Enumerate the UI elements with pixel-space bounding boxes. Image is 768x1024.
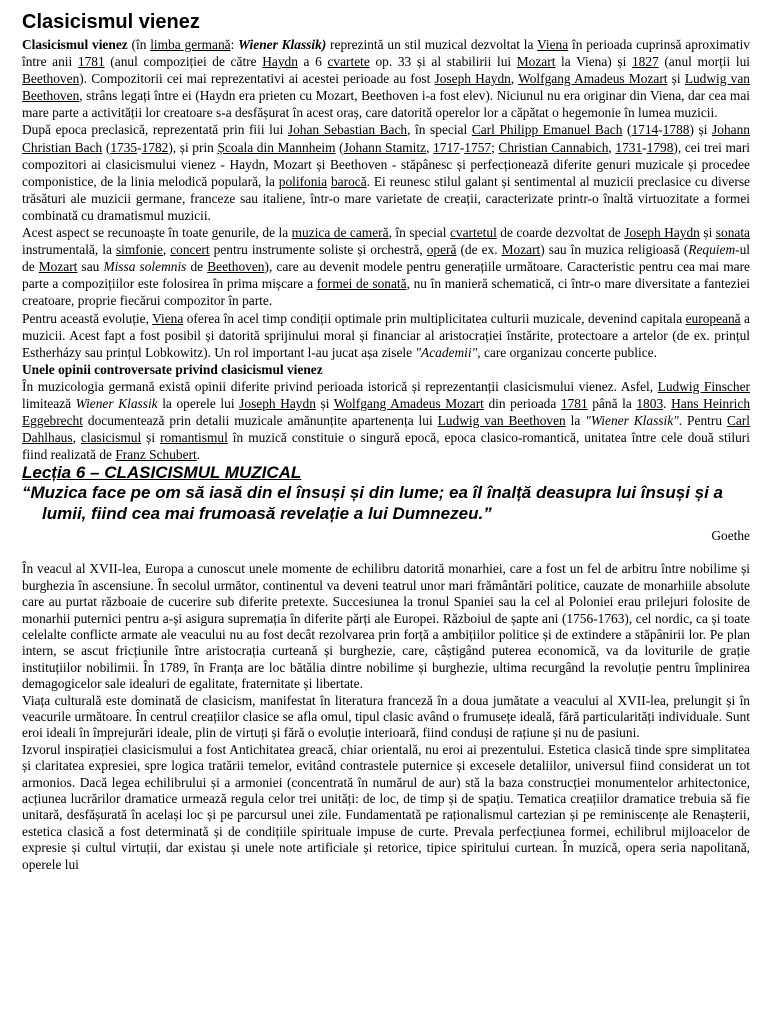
- text: și: [141, 430, 161, 446]
- text: limitează: [22, 395, 76, 411]
- wiki-link[interactable]: 1717: [433, 139, 460, 155]
- wiki-link[interactable]: 1788: [662, 122, 690, 138]
- text: .: [196, 447, 201, 463]
- text: (: [335, 139, 344, 155]
- wiki-link[interactable]: formei de sonată: [316, 276, 407, 292]
- text: ,: [608, 139, 616, 155]
- text: , care organizau concerte publice.: [477, 344, 657, 360]
- text: de coarde dezvoltat de: [496, 225, 625, 241]
- wiki-link[interactable]: 1827: [631, 54, 659, 70]
- text: de: [186, 259, 208, 275]
- wiki-link[interactable]: operă: [426, 242, 457, 258]
- text: până la: [587, 395, 637, 411]
- wiki-link[interactable]: Beethoven: [22, 71, 80, 87]
- wiki-link[interactable]: Johann Stamitz: [343, 139, 427, 155]
- text: a muzicii. Acest fapt a fost posibil și datorită sprijinului moral și financiar al aristocrației înstărite, protectoare a artelor (de ex. prințul Estherházy sau prințul Lobkowitz). Un rol important l-au jucat așa zisele: [22, 310, 750, 360]
- wiki-link[interactable]: 1782: [141, 139, 169, 155]
- lesson-body: [22, 561, 750, 873]
- wiki-link[interactable]: Carl Dahlhaus: [22, 413, 750, 446]
- text: ,: [426, 139, 434, 155]
- text: ), cei trei mari compozitori ai clasicismului vienez - Haydn, Mozart și Beethoven - stăpânesc și perfecționează diferite genuri muzicale și procedee componistice, de la linia melodică populară, la: [22, 139, 751, 189]
- text: -: [658, 122, 663, 138]
- text: la operele lui: [157, 395, 240, 411]
- text: (: [102, 139, 111, 155]
- motto-author: Goethe: [711, 528, 750, 544]
- wiki-link[interactable]: 1757: [464, 139, 492, 155]
- wiki-link[interactable]: Carl Philipp Emanuel Bach: [471, 122, 623, 138]
- text: documentează prin detalii muzicale amănunțite apartenența lui: [82, 413, 438, 429]
- wiki-link[interactable]: Johann Christian Bach: [22, 122, 750, 155]
- text: (: [622, 122, 632, 138]
- text: ,: [72, 430, 81, 446]
- text: pentru instrumente soliste și orchestră,: [209, 242, 427, 258]
- wiki-link[interactable]: 1781: [77, 54, 105, 70]
- wiki-link[interactable]: barocă: [330, 173, 367, 189]
- text: ,: [162, 242, 171, 258]
- text: în perioada cuprinsă aproximativ între anii: [22, 37, 750, 70]
- wiki-link[interactable]: Haydn: [262, 54, 298, 70]
- section-subheading: Unele opinii controversate privind clasicismul vienez: [22, 361, 323, 377]
- text: , strâns legați între ei (Haydn era prieten cu Mozart, Beethoven i-a fost elev). Niciunul nu era originar din Viena, dar cea mai mare parte a activității lor creatoare s-a desfășurat în acest oraș, care datorită operelor lor a căpătat o hegemonie în lumea muzicii.: [22, 88, 750, 121]
- text: (în: [127, 37, 151, 52]
- lesson-title: Lecția 6 – CLASICISMUL MUZICAL: [22, 463, 302, 483]
- term: "Academii": [415, 344, 478, 360]
- text: -: [642, 139, 647, 155]
- text: , în special: [388, 225, 450, 241]
- wiki-link[interactable]: cvartete: [327, 54, 370, 70]
- wiki-link[interactable]: Hans Heinrich Eggebrecht: [22, 395, 751, 429]
- wiki-link[interactable]: Franz Schubert: [115, 447, 197, 463]
- text: a 6: [297, 54, 328, 70]
- wiki-link[interactable]: Johan Sebastian Bach: [287, 122, 408, 138]
- paragraph-vienna: [22, 310, 750, 361]
- work-title: Missa solemnis: [103, 259, 187, 275]
- text: instrumentală, la: [22, 242, 116, 258]
- text: ,: [510, 71, 519, 87]
- wiki-link[interactable]: Mozart: [38, 259, 78, 275]
- wiki-link[interactable]: clasicismul: [80, 430, 142, 446]
- intro-paragraph: [22, 36, 750, 121]
- wiki-link[interactable]: europeană: [685, 310, 741, 326]
- wiki-link[interactable]: 1731: [615, 139, 643, 155]
- text: Acest aspect se recunoaște în toate genurile, de la: [22, 225, 292, 241]
- text: (de ex.: [456, 242, 502, 258]
- wiki-link[interactable]: 1781: [560, 395, 588, 411]
- text: oferea în acel timp condiții optimale prin multiplicitatea culturii muzicale, devenind capitala: [183, 310, 686, 326]
- text: După epoca preclasică, reprezentată prin fiii lui: [22, 122, 288, 138]
- wiki-link[interactable]: Ludwig Finscher: [657, 378, 750, 394]
- term: Wiener Klassik): [238, 37, 327, 52]
- wiki-link[interactable]: Wolfgang Amadeus Mozart: [518, 71, 668, 87]
- text: ;: [491, 139, 499, 155]
- page-title: Clasicismul vienez: [22, 11, 200, 33]
- text: , nu în manieră schematică, ci într-o mare diversitate a fanteziei creatoare, proprie fiecărui compozitor în parte.: [22, 276, 751, 309]
- wiki-link[interactable]: Ludwig van Beethoven: [437, 413, 566, 429]
- wiki-link[interactable]: limba germană: [150, 37, 231, 52]
- wiki-link[interactable]: Beethoven: [207, 259, 265, 275]
- wiki-link[interactable]: Viena: [537, 37, 569, 52]
- text: reprezintă un stil muzical dezvoltat la: [326, 37, 538, 52]
- text: ) și: [689, 122, 713, 138]
- wiki-link[interactable]: Mozart: [501, 242, 541, 258]
- text: , în special: [407, 122, 472, 138]
- text: ), și prin: [168, 139, 218, 155]
- text: (anul compoziției de către: [104, 54, 263, 70]
- paragraph-opinions: [22, 378, 750, 463]
- term: "Wiener Klassik": [585, 413, 679, 429]
- text: și: [315, 395, 334, 411]
- text: ). Compozitorii cei mai reprezentativi ai acestei perioade au fost: [79, 71, 435, 87]
- text: și: [667, 71, 685, 87]
- wiki-link[interactable]: sonata: [715, 225, 750, 241]
- text: (anul morții lui: [658, 54, 750, 70]
- wiki-link[interactable]: Joseph Haydn: [434, 71, 511, 87]
- wiki-link[interactable]: Ludwig van Beethoven: [22, 71, 750, 104]
- text: sau: [77, 259, 104, 275]
- text: ) sau în muzica religioasă (: [540, 242, 689, 258]
- wiki-link[interactable]: Viena: [152, 310, 184, 326]
- text: Pentru această evoluție,: [22, 310, 153, 326]
- wiki-link[interactable]: 1735: [110, 139, 138, 155]
- lesson-paragraph: Viața culturală este dominată de clasicism, manifestat în literatura franceză în a doua jumătate a veacului al XVII-lea, prelungit și în veacurile următoare. În centrul creațiilor clasice se afla omul, tipul clasic având o frumusețe ideală, fără particularități individuale. Sunt eroi ideali în împrejurări ideale, plin de virtuți și fără o evoluție interioară, fiind conduși de rațiune și nu de pasiuni.: [22, 692, 750, 741]
- wiki-link[interactable]: Joseph Haydn: [624, 225, 700, 241]
- wiki-link[interactable]: muzica de cameră: [291, 225, 389, 241]
- text: la Viena) și: [555, 54, 632, 70]
- wiki-link[interactable]: 1714: [631, 122, 659, 138]
- wiki-link[interactable]: Școala din Mannheim: [217, 139, 336, 155]
- text: .: [663, 395, 672, 411]
- work-title: Requiem: [688, 242, 736, 258]
- lesson-paragraph: În veacul al XVII-lea, Europa a cunoscut unele momente de echilibru datorită monarhiei, care a fost un fel de arbitru între nobilime și burghezia în ascensiune. În secolul următor, continentul va deveni teatrul unor mari frământări politice, cauzate de monarhiile absolute care au purtat războaie de cucerire sub diferite pretexte. Succesiunea la tronul Spaniei sau la cel al Poloniei erau prilejuri folosite de monarhii puternici pentru a-și asigura supremația în diferite părți ale Europei. Războiul de șapte ani (1756-1763), cel nordic, ca și toate celelalte conflicte armate ale veacului nu au fost decât rezolvarea prin forță a ambițiilor politice și de extindere a stăpânirii lor. Pe plan intern, se ascut fricțiunile între aristocrația curteană și burghezie, care, câștigând puterea economică, va da loviturile de grație instituțiilor nobilimii. În 1789, în Franța are loc bătălia dintre nobilime și burghezie, ultima recurgând la revoluție pentru împlinirea demagogicelor sale idealuri de egalitate, fraternitate și libertate.: [22, 561, 750, 692]
- wiki-link[interactable]: simfonie: [115, 242, 163, 258]
- text: În muzicologia germană există opinii diferite privind perioada istorică și reprezentanții clasicismului vienez. Asfel,: [22, 378, 658, 394]
- wiki-link[interactable]: polifonia: [278, 173, 328, 189]
- text: din perioada: [483, 395, 561, 411]
- text: ), care au devenit modele pentru generațiile următoare. Caracteristic pentru cea mai mare parte a compozițiilor este folosirea în prima mișcare a: [22, 259, 750, 292]
- lesson-paragraph: Izvorul inspirației clasicismului a fost Antichitatea greacă, chiar orientală, nu eroi ai prezentului. Estetica clasică tinde spre simplitatea și claritatea expresiei, spre logica tratării temelor, evitând contrastele puternice și excesele detaliilor, universul fiind considerat un tot armonios. Dacă legea echilibrului și a armoniei (concentrată în numărul de aur) stă la baza construcției monumentelor arhitectonice, acțiunea lucrărilor dramatice urmează regula celor trei unități: de loc, de timp și de spațiu. Tematica creațiilor dramatice trebuia să fie unitară, desfășurată în același loc și pe parcursul unei zile. Fundamentată pe raționalismul cartezian și pe reminiscențe ale Renașterii, estetica clasică a fost determinată și de condițiile spirituale impuse de curte. Prevala perfecțiunea formei, echilibrul mijloacelor de expresie și cultul virtuții, dar existau și unele note artificiale și retorice, tipice spiritului curtean. În muzică, opera seria napolitană, operele lui: [22, 741, 750, 872]
- wiki-link[interactable]: Wolfgang Amadeus Mozart: [333, 395, 484, 411]
- text: . Ei reunesc stilul galant și sentimental al muzicii preclasice cu diverse trăsături ale muzicii germane, franceze sau italiene, într-o mare varietate de creații, caracterizate printr-o înaltă virtuozitate a formei combinată cu dramatismul muzicii.: [22, 173, 750, 223]
- wiki-link[interactable]: Mozart: [516, 54, 556, 70]
- text: -: [459, 139, 465, 155]
- wiki-link[interactable]: cvartetul: [449, 225, 497, 241]
- wiki-link[interactable]: 1798: [646, 139, 674, 155]
- text: -: [137, 139, 142, 155]
- text: op. 33 și al stabilirii lui: [369, 54, 517, 70]
- wiki-link[interactable]: Christian Cannabich: [498, 139, 609, 155]
- wiki-link[interactable]: concert: [170, 242, 210, 258]
- document-page: [22, 10, 750, 873]
- paragraph-genres: [22, 224, 750, 309]
- text: și: [699, 225, 716, 241]
- text: . Pentru: [678, 413, 727, 429]
- text: :: [230, 37, 239, 52]
- wiki-link[interactable]: 1803: [636, 395, 664, 411]
- wiki-link[interactable]: Joseph Haydn: [239, 395, 316, 411]
- wiki-link[interactable]: romantismul: [160, 430, 228, 446]
- term: Clasicismul vienez: [22, 37, 128, 52]
- paragraph-preclassic: [22, 121, 750, 224]
- term: Wiener Klassik: [75, 395, 158, 411]
- text: la: [565, 413, 586, 429]
- text: în muzică constituie o singură epocă, epoca clasico-romantică, unitatea între cele două stiluri fiind realizată de: [22, 430, 750, 463]
- motto-quote: “Muzica face pe om să iasă din el însuși și din lume; ea îl înalță deasupra lui însuși și a lumii, fiind cea mai frumoasă revelație a lui Dumnezeu.”: [22, 483, 724, 524]
- text: -ul de: [22, 242, 750, 275]
